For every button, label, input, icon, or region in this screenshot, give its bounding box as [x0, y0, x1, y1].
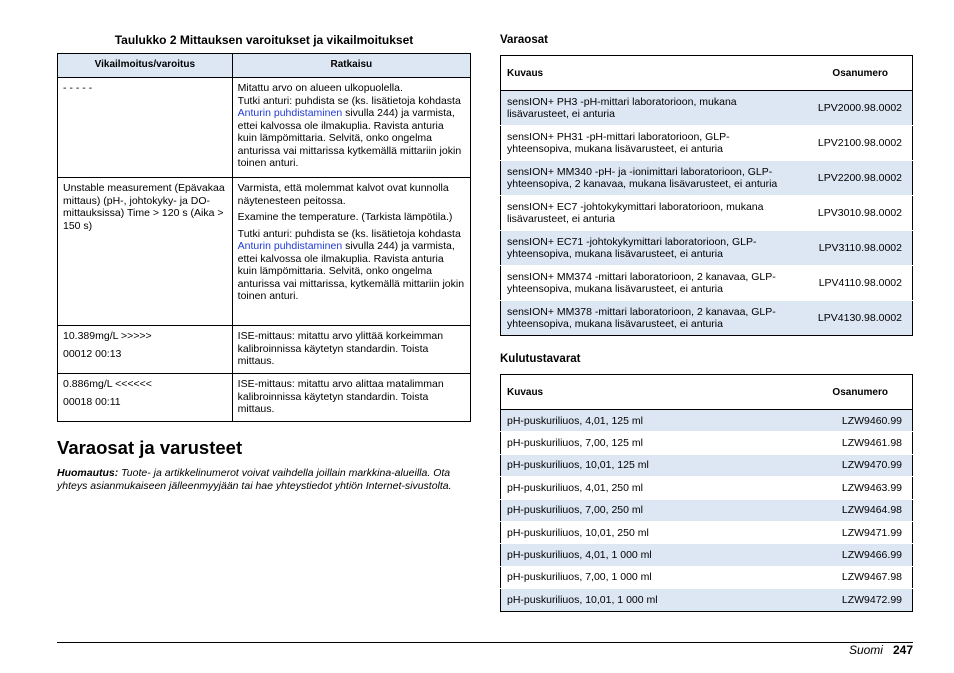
warning-cell: [58, 326, 233, 374]
table-row: [501, 231, 913, 266]
table-row: [501, 544, 913, 566]
error-table-caption: Taulukko 2 Mittauksen varoitukset ja vikailmoitukset: [114, 33, 414, 47]
part-number-cell: LZW9460.99: [796, 410, 913, 432]
column-header-warning: Vikailmoitus/varoitus: [58, 54, 233, 78]
part-number-cell: LPV3110.98.0002: [796, 231, 913, 266]
description-cell: sensION+ MM340 -pH- ja -ionimittari laboratorioon, GLP-yhteensopiva, 2 kanavaa, mukana lisävarusteet, ei anturia: [501, 161, 796, 196]
warning-cell: [58, 374, 233, 422]
part-number-cell: LPV4110.98.0002: [796, 266, 913, 301]
column-header-description: Kuvaus: [501, 56, 796, 91]
column-header-part-number: Osanumero: [796, 56, 913, 91]
description-cell: pH-puskuriliuos, 10,01, 1 000 ml: [501, 589, 796, 611]
description-cell: pH-puskuriliuos, 4,01, 1 000 ml: [501, 544, 796, 566]
warning-text: - - - - -: [63, 82, 93, 94]
table-row: [501, 91, 913, 126]
warning-text: 00018 00:11: [63, 395, 121, 408]
description-cell: pH-puskuriliuos, 7,00, 1 000 ml: [501, 566, 796, 588]
footer-divider: [57, 642, 913, 643]
solution-text-part: sivulla 244) ja varmista, ettei kalvossa ole ilmakuplia. Ravista anturia kuin lämpömittaria. Selvitä, onko ongelma anturissa vai mittarissa kytkemällä mittariin jokin toinen anturi.: [237, 107, 462, 169]
part-number-cell: LPV3010.98.0002: [796, 196, 913, 231]
warning-cell: [58, 78, 233, 178]
part-number-cell: LZW9466.99: [796, 544, 913, 566]
solution-text: [238, 228, 465, 303]
part-number-cell: LPV2000.98.0002: [796, 91, 913, 126]
note-text: Tuote- ja artikkelinumerot voivat vaihdella joillain markkina-alueilla. Ota yhteys asianmukaiseen jälleenmyyjään tai hae yhteystiedot yhtiön Internet-sivustolta.: [57, 467, 452, 492]
description-cell: pH-puskuriliuos, 10,01, 125 ml: [501, 454, 796, 476]
warning-text: 0.886mg/L <<<<<<: [63, 378, 152, 390]
solution-text-part: Examine the temperature. (Tarkista lämpötila.): [237, 211, 453, 223]
page-number: 247: [892, 643, 913, 657]
part-number-cell: LZW9461.98: [796, 432, 913, 454]
part-number-cell: LZW9471.99: [796, 521, 913, 543]
solution-text: [238, 182, 465, 207]
spare-parts-table: [500, 55, 913, 336]
description-cell: sensION+ PH3 -pH-mittari laboratorioon, mukana lisävarusteet, ei anturia: [501, 91, 796, 126]
part-number-cell: LZW9470.99: [796, 454, 913, 476]
description-cell: pH-puskuriliuos, 10,01, 250 ml: [501, 521, 796, 543]
part-number-cell: LZW9467.98: [796, 566, 913, 588]
solution-cell: [232, 374, 470, 422]
column-header-description: Kuvaus: [501, 375, 796, 410]
warning-text: Unstable measurement (Epävakaa mittaus) (pH-, johtokyky- ja DO-mittauksissa) Time > 120 s (Aika > 150 s): [63, 182, 225, 232]
part-number-cell: LZW9463.99: [796, 477, 913, 499]
spare-parts-heading: Varaosat: [500, 34, 548, 46]
solution-text: [238, 82, 465, 170]
solution-text-part: Tutki anturi: puhdista se (ks. lisätietoja kohdasta: [237, 227, 461, 240]
solution-text-part: Mitattu arvo on alueen ulkopuolella. Tutki anturi: puhdista se (ks. lisätietoja kohdasta: [237, 82, 461, 107]
description-cell: pH-puskuriliuos, 7,00, 125 ml: [501, 432, 796, 454]
description-cell: sensION+ PH31 -pH-mittari laboratorioon, GLP-yhteensopiva, mukana lisävarusteet, ei anturia: [501, 126, 796, 161]
table-row: [58, 326, 471, 374]
table-row: [501, 521, 913, 543]
error-table: [57, 53, 471, 422]
table-row: [501, 126, 913, 161]
solution-cell: [232, 326, 470, 374]
section-title: Varaosat ja varusteet: [57, 437, 243, 458]
table-row: [58, 78, 471, 178]
table-row: [501, 566, 913, 588]
table-row: [58, 374, 471, 422]
table-row: [501, 499, 913, 521]
description-cell: pH-puskuriliuos, 4,01, 250 ml: [501, 477, 796, 499]
part-number-cell: LPV2100.98.0002: [796, 126, 913, 161]
warning-text: 00012 00:13: [63, 347, 122, 360]
warning-text: 10.389mg/L >>>>>: [63, 330, 152, 342]
table-row: [501, 161, 913, 196]
column-header-solution: Ratkaisu: [232, 54, 470, 78]
solution-text-part: ISE-mittaus: mitattu arvo alittaa matalimman kalibroinnissa käytetyn standardin. Toista mittaus.: [237, 378, 444, 415]
solution-text-part: Varmista, että molemmat kalvot ovat kunnolla näytenesteen peitossa.: [237, 182, 449, 207]
table-row: [501, 410, 913, 432]
table-row: [501, 196, 913, 231]
description-cell: sensION+ EC71 -johtokykymittari laboratorioon, GLP-yhteensopiva, mukana lisävarusteet, ei anturia: [501, 231, 796, 266]
table-row: [501, 589, 913, 611]
solution-cell: [232, 78, 470, 178]
footer: [849, 643, 913, 657]
table-row: [501, 301, 913, 336]
cross-reference-link[interactable]: Anturin puhdistaminen: [237, 107, 343, 119]
part-number-cell: LPV4130.98.0002: [796, 301, 913, 336]
solution-text: [238, 378, 465, 416]
part-number-cell: LZW9464.98: [796, 499, 913, 521]
solution-cell: [232, 178, 470, 326]
column-header-part-number: Osanumero: [796, 375, 913, 410]
description-cell: pH-puskuriliuos, 4,01, 125 ml: [501, 410, 796, 432]
description-cell: sensION+ EC7 -johtokykymittari laboratorioon, mukana lisävarusteet, ei anturia: [501, 196, 796, 231]
description-cell: sensION+ MM378 -mittari laboratorioon, 2 kanavaa, GLP-yhteensopiva, mukana lisävarusteet, ei anturia: [501, 301, 796, 336]
description-cell: sensION+ MM374 -mittari laboratorioon, 2 kanavaa, GLP-yhteensopiva, mukana lisävarusteet, ei anturia: [501, 266, 796, 301]
table-row: [501, 432, 913, 454]
solution-text: [238, 330, 465, 368]
solution-text-part: ISE-mittaus: mitattu arvo ylittää korkeimman kalibroinnissa käytetyn standardin. Toista mittaus.: [237, 330, 444, 367]
cross-reference-link[interactable]: Anturin puhdistaminen: [237, 240, 343, 252]
table-row: [501, 454, 913, 476]
consumables-heading: Kulutustavarat: [500, 353, 581, 365]
solution-text-part: sivulla 244) ja varmista, ettei kalvossa ole ilmakuplia. Ravista anturia kuin lämpömittaria. Selvitä, onko ongelma anturissa vai mittarissa, kytkemällä mittariin jokin toinen anturi.: [237, 240, 465, 302]
note: [57, 467, 457, 493]
table-row: [501, 266, 913, 301]
consumables-table: [500, 374, 913, 612]
footer-language: Suomi: [848, 643, 883, 657]
warning-cell: [58, 178, 233, 326]
table-row: [501, 477, 913, 499]
part-number-cell: LZW9472.99: [796, 589, 913, 611]
note-label: Huomautus:: [57, 467, 119, 479]
solution-text: [238, 211, 465, 224]
description-cell: pH-puskuriliuos, 7,00, 250 ml: [501, 499, 796, 521]
part-number-cell: LPV2200.98.0002: [796, 161, 913, 196]
table-row: [58, 178, 471, 326]
